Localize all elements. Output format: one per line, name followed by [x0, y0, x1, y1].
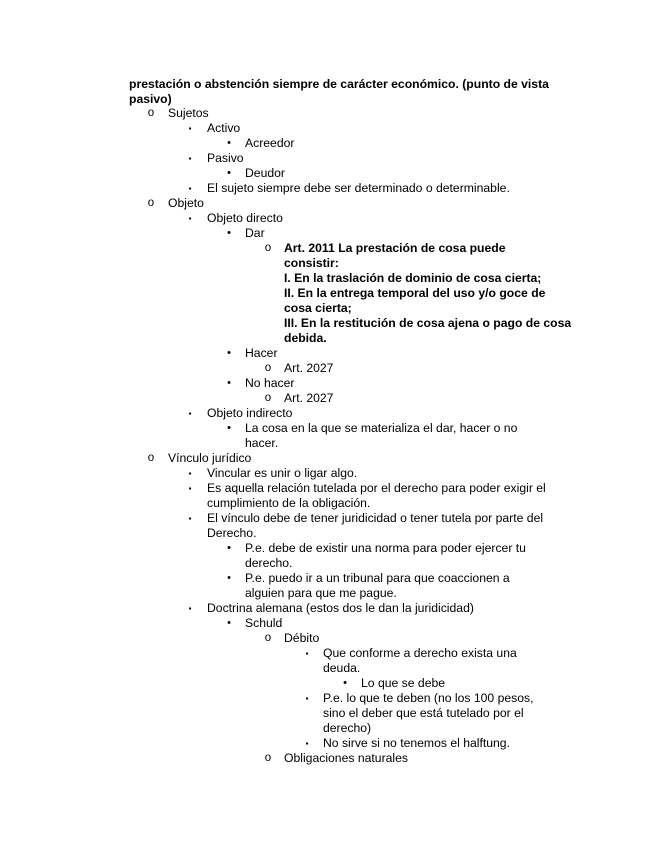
list-marker: •	[227, 617, 231, 629]
list-marker: o	[147, 197, 155, 209]
list-item-text: Activo	[207, 121, 241, 135]
list-marker: ▪	[188, 469, 192, 478]
list-marker: o	[264, 632, 272, 644]
intro-paragraph: prestación o abstención siempre de carácter económico. (punto de vista pasivo)	[129, 77, 549, 106]
list-marker: o	[147, 107, 155, 119]
list-marker: o	[264, 242, 272, 254]
list-item-text: Vínculo jurídico	[168, 451, 252, 465]
list-item-text: El vínculo debe de tener juridicidad o tener tutela por parte del Derecho.	[207, 511, 544, 540]
list-marker: ▪	[188, 184, 192, 193]
list-marker: •	[227, 422, 231, 434]
list-item-text: Es aquella relación tutelada por el derecho para poder exigir el cumplimiento de la obligación.	[207, 481, 546, 510]
list-item-text: Art. 2027	[284, 361, 334, 375]
list-item-text: Objeto directo	[207, 211, 283, 225]
list-item-text: No hacer	[245, 376, 295, 390]
list-item-text: Acreedor	[245, 136, 295, 150]
list-item-text: Hacer	[245, 346, 278, 360]
list-marker: ▪	[305, 694, 309, 703]
list-item-text: P.e. lo que te deben (no los 100 pesos, sino el deber que está tutelado por el derecho)	[323, 691, 534, 735]
list-marker: ▪	[188, 124, 192, 133]
list-marker: •	[227, 347, 231, 359]
list-item-text: No sirve si no tenemos el halftung.	[323, 736, 510, 750]
list-item-text: P.e. debe de existir una norma para poder ejercer tu derecho.	[245, 541, 526, 570]
list-marker: ▪	[188, 409, 192, 418]
list-marker: ▪	[305, 649, 309, 658]
list-marker: o	[147, 452, 155, 464]
list-marker: •	[227, 542, 231, 554]
list-marker: ▪	[188, 214, 192, 223]
list-marker: o	[264, 392, 272, 404]
list-marker: •	[227, 227, 231, 239]
article-clause: I. En la traslación de dominio de cosa cierta;	[284, 271, 542, 285]
list-marker: ▪	[305, 739, 309, 748]
list-item-text: P.e. puedo ir a un tribunal para que coaccionen a alguien para que me pague.	[245, 571, 510, 600]
list-item-text: Doctrina alemana (estos dos le dan la juridicidad)	[207, 601, 474, 615]
list-item-text: Que conforme a derecho exista una deuda.	[323, 646, 517, 675]
list-marker: ▪	[188, 484, 192, 493]
article-clause: III. En la restitución de cosa ajena o pago de cosa debida.	[284, 316, 572, 345]
list-marker: •	[227, 572, 231, 584]
list-item-text: Deudor	[245, 166, 285, 180]
list-item-text: Objeto	[168, 196, 204, 210]
list-item-text: Dar	[245, 226, 265, 240]
list-marker: o	[264, 752, 272, 764]
list-marker: •	[227, 167, 231, 179]
list-item-text: Débito	[284, 631, 320, 645]
article-clause: II. En la entrega temporal del uso y/o goce de cosa cierta;	[284, 286, 546, 315]
list-marker: •	[343, 677, 347, 689]
list-item-text: La cosa en la que se materializa el dar, hacer o no hacer.	[245, 421, 518, 450]
list-item-text: Lo que se debe	[361, 676, 446, 690]
list-item-text: Sujetos	[168, 106, 209, 120]
list-item-text: Obligaciones naturales	[284, 751, 408, 765]
list-marker: •	[227, 137, 231, 149]
article-heading: Art. 2011 La prestación de cosa puede consistir:	[284, 241, 506, 270]
list-item-text: Schuld	[245, 616, 283, 630]
list-item-text: Vincular es unir o ligar algo.	[207, 466, 358, 480]
list-item-text: El sujeto siempre debe ser determinado o determinable.	[207, 181, 510, 195]
list-marker: ▪	[188, 604, 192, 613]
list-marker: o	[264, 362, 272, 374]
list-item-text: Art. 2027	[284, 391, 334, 405]
list-marker: •	[227, 377, 231, 389]
list-item-text: Pasivo	[207, 151, 244, 165]
list-marker: ▪	[188, 514, 192, 523]
list-marker: ▪	[188, 154, 192, 163]
list-item-text: Objeto indirecto	[207, 406, 293, 420]
